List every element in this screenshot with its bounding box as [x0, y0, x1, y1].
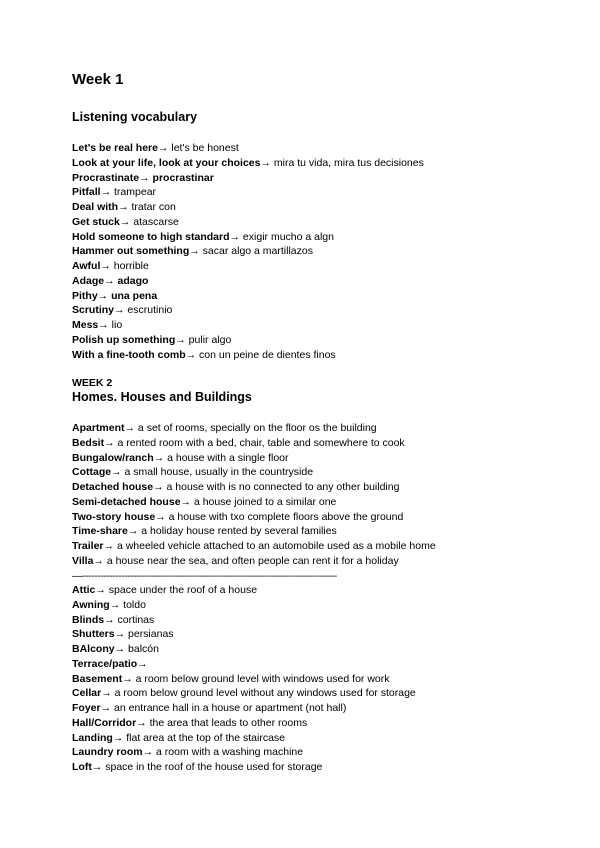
arrow-icon: →: [111, 466, 122, 479]
vocab-item: [72, 348, 424, 363]
vocab-definition: a rented room with a bed, chair, table and somewhere to cook: [114, 436, 405, 449]
vocab-item: [72, 716, 416, 731]
vocab-definition: pulir algo: [185, 333, 232, 346]
vocab-item: [72, 215, 424, 230]
vocab-term: Polish up something: [72, 333, 176, 346]
vocab-item: [72, 436, 436, 451]
vocab-definition: tratar con: [128, 201, 176, 213]
vocab-term: Villa: [72, 554, 94, 567]
vocab-term: Landing: [72, 731, 113, 744]
vocab-definition: a house with txo complete floors above the ground: [165, 510, 404, 523]
vocab-item: [72, 333, 424, 348]
vocab-definition: a room below ground level without any windows used for storage: [111, 687, 416, 700]
vocab-term: BAlcony: [72, 643, 115, 655]
vocab-term: Hammer out something: [72, 245, 190, 258]
vocab-term: Detached house: [72, 481, 154, 493]
vocab-item: [72, 539, 436, 554]
arrow-icon: →: [100, 186, 112, 199]
vocab-item: [72, 230, 424, 245]
vocab-definition: trampear: [111, 186, 157, 199]
vocab-term: Attic: [72, 584, 96, 596]
arrow-icon: →: [97, 289, 109, 302]
vocab-list-week2: [72, 421, 436, 569]
vocab-term: Basement: [72, 672, 123, 685]
arrow-icon: →: [153, 451, 165, 464]
arrow-icon: →: [104, 436, 115, 449]
vocab-item: [72, 627, 416, 642]
vocab-term: With a fine-tooth comb: [72, 348, 186, 361]
vocab-term: Semi-detached house: [72, 495, 181, 508]
vocab-term: Look at your life, look at your choices: [72, 156, 261, 169]
arrow-icon: →: [136, 716, 147, 729]
vocab-item: [72, 421, 436, 436]
vocab-term: Pitfall: [72, 186, 101, 199]
vocab-item: [72, 745, 416, 760]
arrow-icon: →: [185, 348, 197, 361]
arrow-icon: →: [119, 215, 131, 228]
vocab-term: Apartment: [72, 422, 125, 434]
vocab-definition: adago: [114, 274, 149, 287]
vocab-definition: a set of rooms, specially on the floor os the building: [135, 422, 377, 434]
vocab-item: [72, 672, 416, 687]
vocab-term: Time-share: [72, 525, 128, 538]
vocab-term: Terrace/patio: [72, 657, 138, 670]
vocab-term: Let's be real here: [72, 142, 158, 154]
arrow-icon: →: [127, 525, 139, 538]
arrow-icon: →: [104, 613, 115, 626]
vocab-term: Scrutiny: [72, 304, 115, 317]
vocab-item: [72, 141, 424, 156]
arrow-icon: →: [155, 510, 166, 523]
vocab-term: Procrastinate: [72, 171, 140, 184]
vocab-term: Cottage: [72, 466, 112, 479]
arrow-icon: →: [101, 687, 112, 700]
vocab-definition: persianas: [125, 628, 174, 641]
vocab-definition: an entrance hall in a house or apartment (not hall): [111, 702, 347, 714]
vocab-item: [72, 303, 424, 318]
vocab-item: [72, 686, 416, 701]
vocab-item: [72, 274, 424, 289]
vocab-item: [72, 451, 436, 466]
vocab-term: Hall/Corridor: [72, 716, 137, 729]
vocab-term: Deal with: [72, 201, 119, 213]
vocab-term: Get stuck: [72, 215, 120, 228]
separator-line: —-------------------------------------------------------------------------------------: [72, 570, 337, 582]
week2-label: WEEK 2: [72, 377, 113, 389]
vocab-term: Mess: [72, 319, 99, 331]
vocab-definition: cortinas: [114, 613, 155, 626]
vocab-item: [72, 244, 424, 259]
vocab-term: Adage: [72, 274, 105, 287]
vocab-term: Cellar: [72, 687, 102, 700]
vocab-item: [72, 760, 416, 775]
arrow-icon: →: [98, 319, 109, 331]
vocab-definition: escrutinio: [124, 304, 173, 317]
vocab-definition: lio: [108, 319, 123, 331]
arrow-icon: →: [118, 201, 129, 213]
arrow-icon: →: [114, 643, 126, 655]
arrow-icon: →: [104, 274, 115, 287]
vocab-definition: una pena: [108, 289, 158, 302]
vocab-term: Hold someone to high standard: [72, 230, 230, 243]
arrow-icon: →: [100, 702, 112, 714]
vocab-definition: horrible: [110, 260, 149, 272]
section-title-homes: Homes. Houses and Buildings: [72, 390, 252, 404]
arrow-icon: →: [109, 598, 121, 611]
arrow-icon: →: [122, 672, 133, 685]
vocab-term: Loft: [72, 761, 92, 773]
vocab-definition: sacar algo a martillazos: [199, 245, 313, 258]
arrow-icon: →: [100, 260, 111, 272]
vocab-item: [72, 200, 424, 215]
arrow-icon: →: [93, 554, 104, 567]
vocab-definition: let's be honest: [168, 142, 239, 154]
arrow-icon: →: [260, 156, 271, 169]
vocab-definition: procrastinar: [149, 171, 214, 184]
arrow-icon: →: [153, 481, 164, 493]
vocab-term: Foyer: [72, 702, 101, 714]
vocab-definition: con un peine de dientes finos: [196, 348, 336, 361]
vocab-definition: balcón: [125, 643, 159, 655]
vocab-item: [72, 598, 416, 613]
vocab-item: [72, 495, 436, 510]
arrow-icon: →: [157, 142, 169, 154]
vocab-item: [72, 156, 424, 171]
vocab-term: Bungalow/ranch: [72, 451, 154, 464]
vocab-term: Awning: [72, 598, 110, 611]
vocab-definition: a holiday house rented by several families: [138, 525, 337, 538]
vocab-definition: flat area at the top of the staircase: [123, 731, 286, 744]
vocab-item: [72, 318, 424, 333]
vocab-item: [72, 642, 416, 657]
arrow-icon: →: [112, 731, 124, 744]
vocab-definition: a room below ground level with windows used for work: [132, 672, 390, 685]
arrow-icon: →: [189, 245, 200, 258]
arrow-icon: →: [180, 495, 192, 508]
vocab-term: Pithy: [72, 289, 98, 302]
arrow-icon: →: [114, 304, 125, 317]
vocab-definition: a house joined to a similar one: [191, 495, 337, 508]
vocab-definition: space under the roof of a house: [105, 584, 258, 596]
vocab-item: [72, 480, 436, 495]
vocab-definition: the area that leads to other rooms: [146, 716, 308, 729]
arrow-icon: →: [124, 422, 136, 434]
vocab-definition: space in the roof of the house used for storage: [102, 761, 323, 773]
vocab-list-rooms: [72, 583, 416, 775]
vocab-item: [72, 731, 416, 746]
vocab-term: Blinds: [72, 613, 105, 626]
arrow-icon: →: [114, 628, 126, 641]
vocab-definition: exigir mucho a algn: [240, 230, 334, 243]
arrow-icon: →: [139, 171, 150, 184]
vocab-term: Shutters: [72, 628, 115, 641]
vocab-definition: toldo: [120, 598, 146, 611]
vocab-term: Trailer: [72, 540, 104, 552]
vocab-item: [72, 701, 416, 716]
page-title: Week 1: [72, 71, 124, 88]
vocab-definition: a wheeled vehicle attached to an automobile used as a mobile home: [114, 540, 436, 552]
vocab-definition: mira tu vida, mira tus decisiones: [270, 156, 424, 169]
arrow-icon: →: [103, 540, 115, 552]
vocab-list-week1: [72, 141, 424, 362]
vocab-term: Bedsit: [72, 436, 105, 449]
vocab-item: [72, 613, 416, 628]
vocab-item: [72, 465, 436, 480]
vocab-definition: a small house, usually in the countryside: [121, 466, 314, 479]
vocab-definition: a house with is no connected to any other building: [163, 481, 400, 493]
vocab-item: [72, 510, 436, 525]
arrow-icon: →: [91, 761, 103, 773]
vocab-item: [72, 259, 424, 274]
vocab-term: Awful: [72, 260, 101, 272]
arrow-icon: →: [175, 333, 186, 346]
vocab-item: [72, 583, 416, 598]
vocab-definition: a room with a washing machine: [153, 746, 304, 759]
vocab-item: [72, 289, 424, 304]
vocab-item: [72, 524, 436, 539]
vocab-definition: a house near the sea, and often people can rent it for a holiday: [103, 554, 399, 567]
arrow-icon: →: [95, 584, 106, 596]
arrow-icon: →: [229, 230, 241, 243]
section-title-listening: Listening vocabulary: [72, 110, 198, 124]
vocab-definition: atascarse: [130, 215, 179, 228]
vocab-item: [72, 185, 424, 200]
arrow-icon: →: [142, 746, 154, 759]
vocab-term: Laundry room: [72, 746, 143, 759]
arrow-icon: →: [137, 657, 148, 670]
vocab-item: [72, 171, 424, 186]
vocab-definition: a house with a single floor: [164, 451, 289, 464]
vocab-item: [72, 554, 436, 569]
vocab-term: Two-story house: [72, 510, 156, 523]
vocab-item: [72, 657, 416, 672]
